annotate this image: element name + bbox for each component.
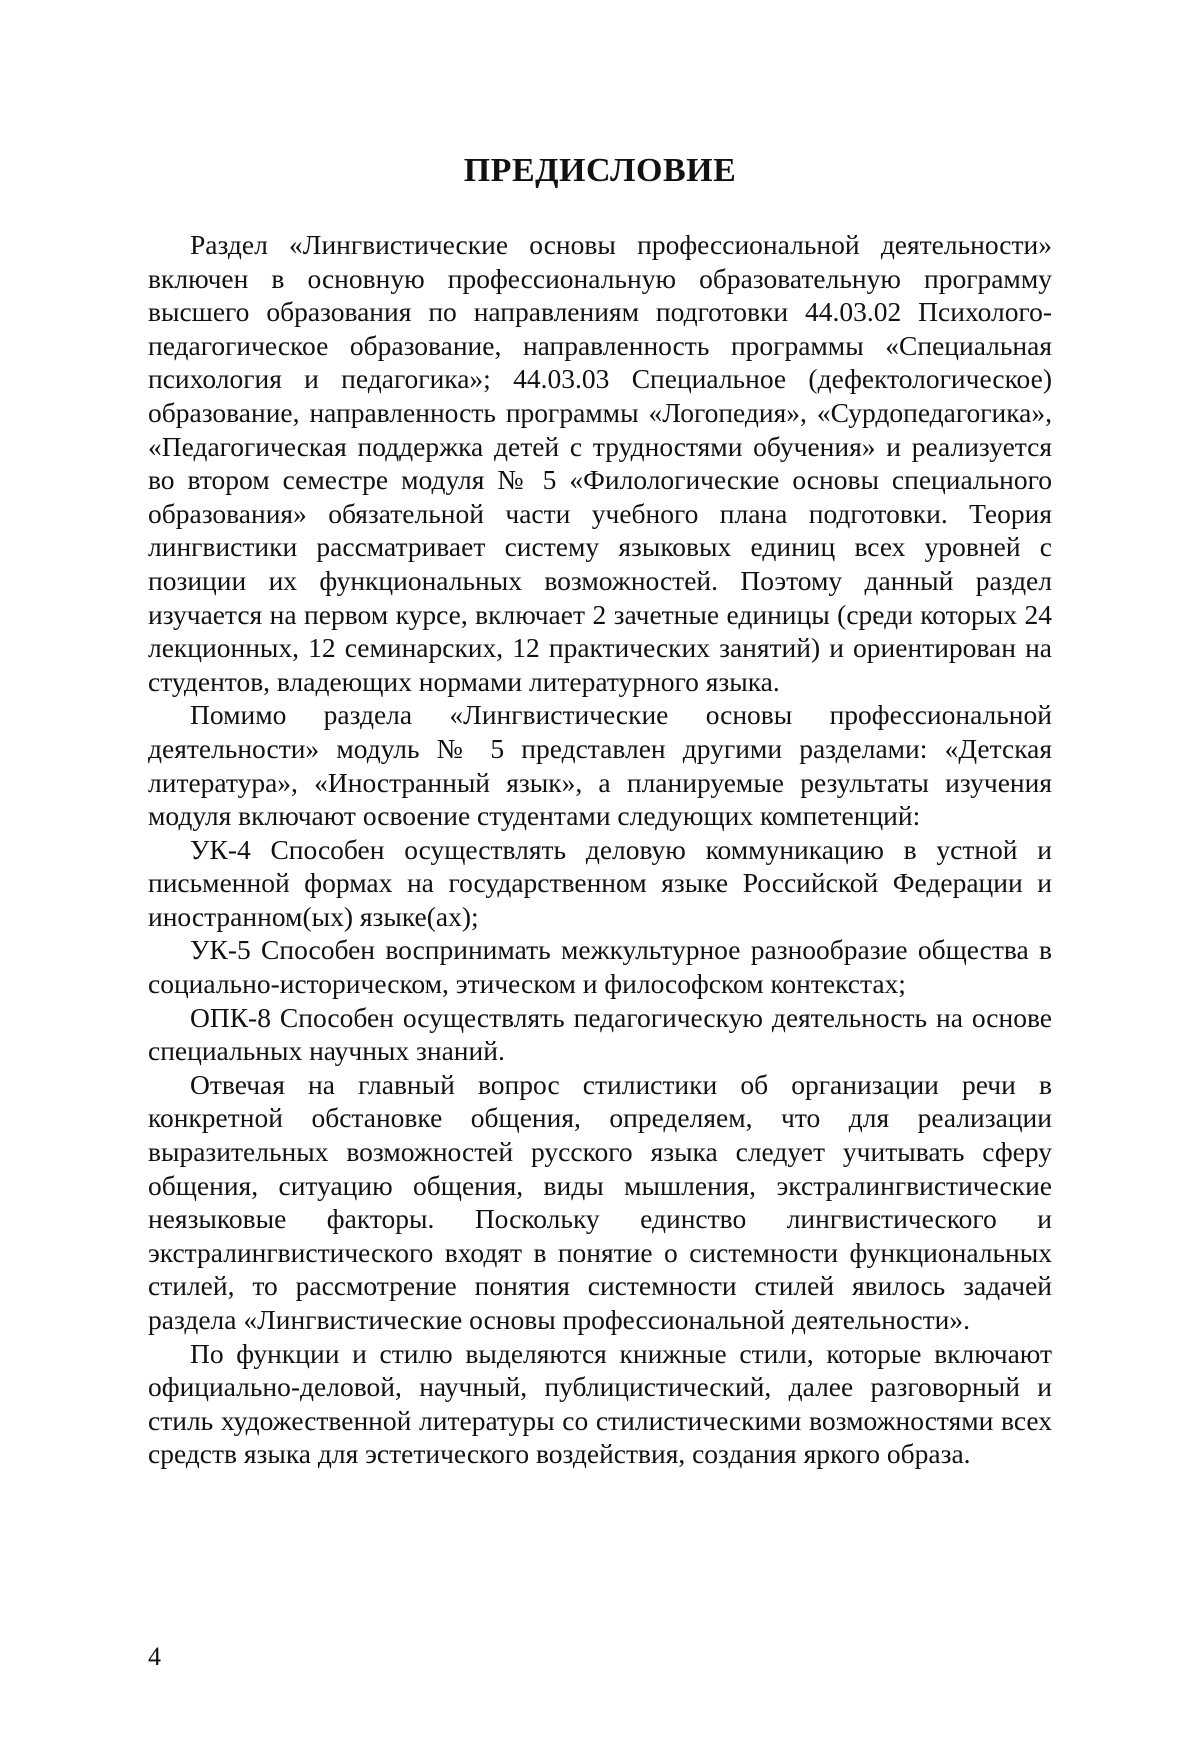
paragraph-uk4: УК-4 Способен осуществлять деловую коммуникацию в устной и письменной формах на государственном языке Российской Федерации и иностранном(ых) языке(ах);	[148, 833, 1052, 932]
paragraph-stylistics: Отвечая на главный вопрос стилистики об организации речи в конкретной обстановке общения, определяем, что для реализации выразительных возможностей русского языка следует учитывать сферу общения, ситуацию общения, виды мышления, экстралингвистические неязыковые факторы. Поскольку единство лингвистического и экстралингвистического входят в понятие о системности функциональных стилей, то рассмотрение понятия системности стилей явилось задачей раздела «Лингвистические основы профессиональной деятельности».	[148, 1068, 1052, 1335]
paragraph-opk8: ОПК-8 Способен осуществлять педагогическую деятельность на основе специальных научных знаний.	[148, 1001, 1052, 1067]
page-number: 4	[148, 1642, 161, 1671]
page-title: ПРЕДИСЛОВИЕ	[463, 152, 737, 189]
paragraph-uk5: УК-5 Способен воспринимать межкультурное разнообразие общества в социально-историческом, этическом и философском контекстах;	[148, 934, 1052, 1000]
paragraph-styles: По функции и стилю выделяются книжные стили, которые включают официально-деловой, научный, публицистический, далее разговорный и стиль художественной литературы со стилистическими возможностями всех средств языка для эстетического воздействия, создания яркого образа.	[148, 1337, 1052, 1470]
paragraph-module: Помимо раздела «Лингвистические основы профессиональной деятельности» модуль № 5 представлен другими разделами: «Детская литература», «Иностранный язык», а планируемые результаты изучения модуля включают освоение студентами следующих компетенций:	[148, 699, 1052, 832]
body-text	[148, 228, 1052, 1471]
paragraph-intro: Раздел «Лингвистические основы профессиональной деятельности» включен в основную профессиональную образовательную программу высшего образования по направлениям подготовки 44.03.02 Психолого-педагогическое образование, направленность программы «Специальная психология и педагогика»; 44.03.03 Специальное (дефектологическое) образование, направленность программы «Логопедия», «Сурдопедагогика», «Педагогическая поддержка детей с трудностями обучения» и реализуется во втором семестре модуля № 5 «Филологические основы специального образования» обязательной части учебного плана подготовки. Теория лингвистики рассматривает систему языковых единиц всех уровней с позиции их функциональных возможностей. Поэтому данный раздел изучается на первом курсе, включает 2 зачетные единицы (среди которых 24 лекционных, 12 семинарских, 12 практических занятий) и ориентирован на студентов, владеющих нормами литературного языка.	[148, 229, 1052, 697]
